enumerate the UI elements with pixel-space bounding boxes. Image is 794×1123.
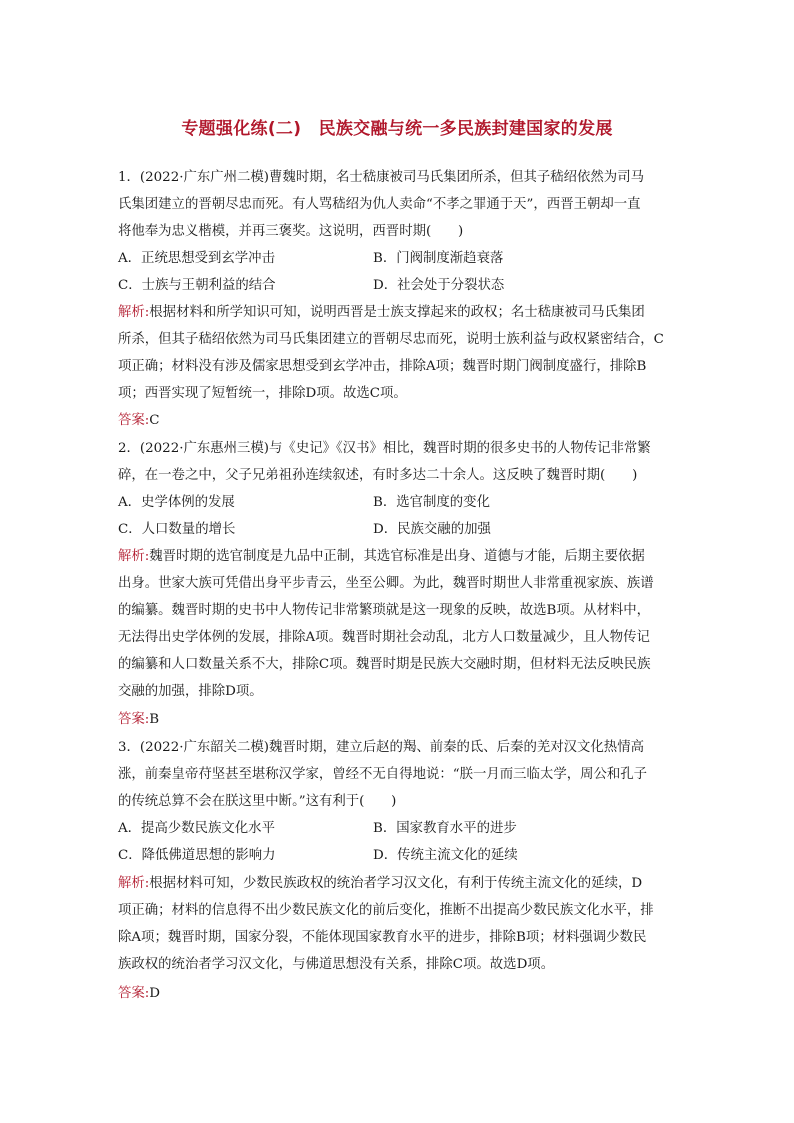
q1-option-b: B．门阀制度渐趋衰落: [373, 251, 504, 266]
q1-explanation-line: 项正确；材料没有涉及儒家思想受到玄学冲击，排除A项；魏晋时期门阀制度盛行，排除B: [118, 359, 647, 374]
q2-explanation-line: 出身。世家大族可凭借出身平步青云，坐至公卿。为此，魏晋时期世人非常重视家族、族谱: [118, 576, 654, 591]
q2-explanation-line: 交融的加强，排除D项。: [118, 684, 263, 699]
q1-option-d: D．社会处于分裂状态: [373, 278, 505, 293]
q2-stem-line: 碎，在一卷之中，父子兄弟祖孙连续叙述，有时多达二十余人。这反映了魏晋时期( ): [118, 468, 638, 483]
q3-option-a: A．提高少数民族文化水平: [118, 821, 275, 836]
q3-option-c: C．降低佛道思想的影响力: [118, 848, 276, 863]
q3-explanation-line: 除A项；魏晋时期，国家分裂，不能体现国家教育水平的进步，排除B项；材料强调少数民: [118, 930, 647, 945]
q1-explanation-line: 项；西晋实现了短暂统一，排除D项。故选C项。: [118, 386, 407, 401]
q2-option-b: B．选官制度的变化: [373, 495, 490, 510]
q3-explanation-line: [118, 874, 642, 894]
q1-answer-value: C: [149, 413, 160, 428]
q2-option-d: D．民族交融的加强: [373, 522, 491, 537]
q2-option-a: A．史学体例的发展: [118, 495, 235, 510]
page-title: 专题强化练(二) 民族交融与统一多民族封建国家的发展: [181, 119, 613, 139]
q3-explanation-line: 项正确；材料的信息得不出少数民族文化的前后变化，推断不出提高少数民族文化水平，排: [118, 903, 654, 918]
q3-explanation-text: 根据材料可知，少数民族政权的统治者学习汉文化，有利于传统主流文化的延续，D: [149, 876, 643, 891]
q1-option-a: A．正统思想受到玄学冲击: [118, 251, 275, 266]
q1-explanation-line: 所杀，但其子嵇绍依然为司马氏集团建立的晋朝尽忠而死，说明士族利益与政权紧密结合，C: [118, 332, 664, 347]
q3-answer-label: 答案:: [118, 986, 150, 1001]
q1-stem-line: 1．(2022·广东广州二模)曹魏时期，名士嵇康被司马氏集团所杀，但其子嵇绍依然为司马: [118, 170, 644, 185]
q2-explanation-line: [118, 547, 645, 567]
q3-stem-line: 涨，前秦皇帝苻坚甚至堪称汉学家，曾经不无自得地说：“朕一月而三临太学，周公和孔子: [118, 767, 648, 782]
q3-explanation-line: 族政权的统治者学习汉文化，与佛道思想没有关系，排除C项。故选D项。: [118, 957, 555, 972]
q1-answer-label: 答案:: [118, 413, 150, 428]
q1-explanation-line: [118, 303, 645, 323]
q1-stem-line: 将他奉为忠义楷模，并再三褒奖。这说明，西晋时期( ): [118, 224, 464, 239]
q3-stem-line: 的传统总算不会在朕这里中断。”这有利于( ): [118, 794, 397, 809]
q1-explanation-text: 根据材料和所学知识可知，说明西晋是士族支撑起来的政权；名士嵇康被司马氏集团: [149, 305, 645, 320]
q2-explanation-line: 无法得出史学体例的发展，排除A项。魏晋时期社会动乱，北方人口数量减少，且人物传记: [118, 630, 650, 645]
q1-stem-line: 氏集团建立的晋朝尽忠而死。有人骂嵇绍为仇人卖命“不孝之罪通于天”，西晋王朝却一直: [118, 197, 641, 212]
q3-answer: [118, 984, 160, 1004]
q3-answer-value: D: [149, 986, 161, 1001]
q2-answer-value: B: [149, 712, 160, 727]
q2-explanation-text: 魏晋时期的选官制度是九品中正制，其选官标准是出身、道德与才能，后期主要依据: [149, 549, 645, 564]
q2-stem-line: 2．(2022·广东惠州三模)与《史记》《汉书》相比，魏晋时期的很多史书的人物传记非常繁: [118, 441, 651, 456]
q2-explanation-line: 的编纂和人口数量关系不大，排除C项。魏晋时期是民族大交融时期，但材料无法反映民族: [118, 657, 651, 672]
q3-option-b: B．国家教育水平的进步: [373, 821, 517, 836]
q2-answer: [118, 710, 159, 730]
q1-option-c: C．士族与王朝利益的结合: [118, 278, 276, 293]
q1-answer: [118, 411, 160, 431]
q2-explanation-line: 的编纂。魏晋时期的史书中人物传记非常繁琐就是这一现象的反映，故选B项。从材料中，: [118, 603, 651, 618]
q2-answer-label: 答案:: [118, 712, 150, 727]
q3-option-d: D．传统主流文化的延续: [373, 848, 518, 863]
q3-explanation-label: 解析:: [118, 876, 150, 891]
q1-explanation-label: 解析:: [118, 305, 150, 320]
q2-explanation-label: 解析:: [118, 549, 150, 564]
q3-stem-line: 3．(2022·广东韶关二模)魏晋时期，建立后赵的羯、前秦的氐、后秦的羌对汉文化热情高: [118, 740, 644, 755]
q2-option-c: C．人口数量的增长: [118, 522, 236, 537]
